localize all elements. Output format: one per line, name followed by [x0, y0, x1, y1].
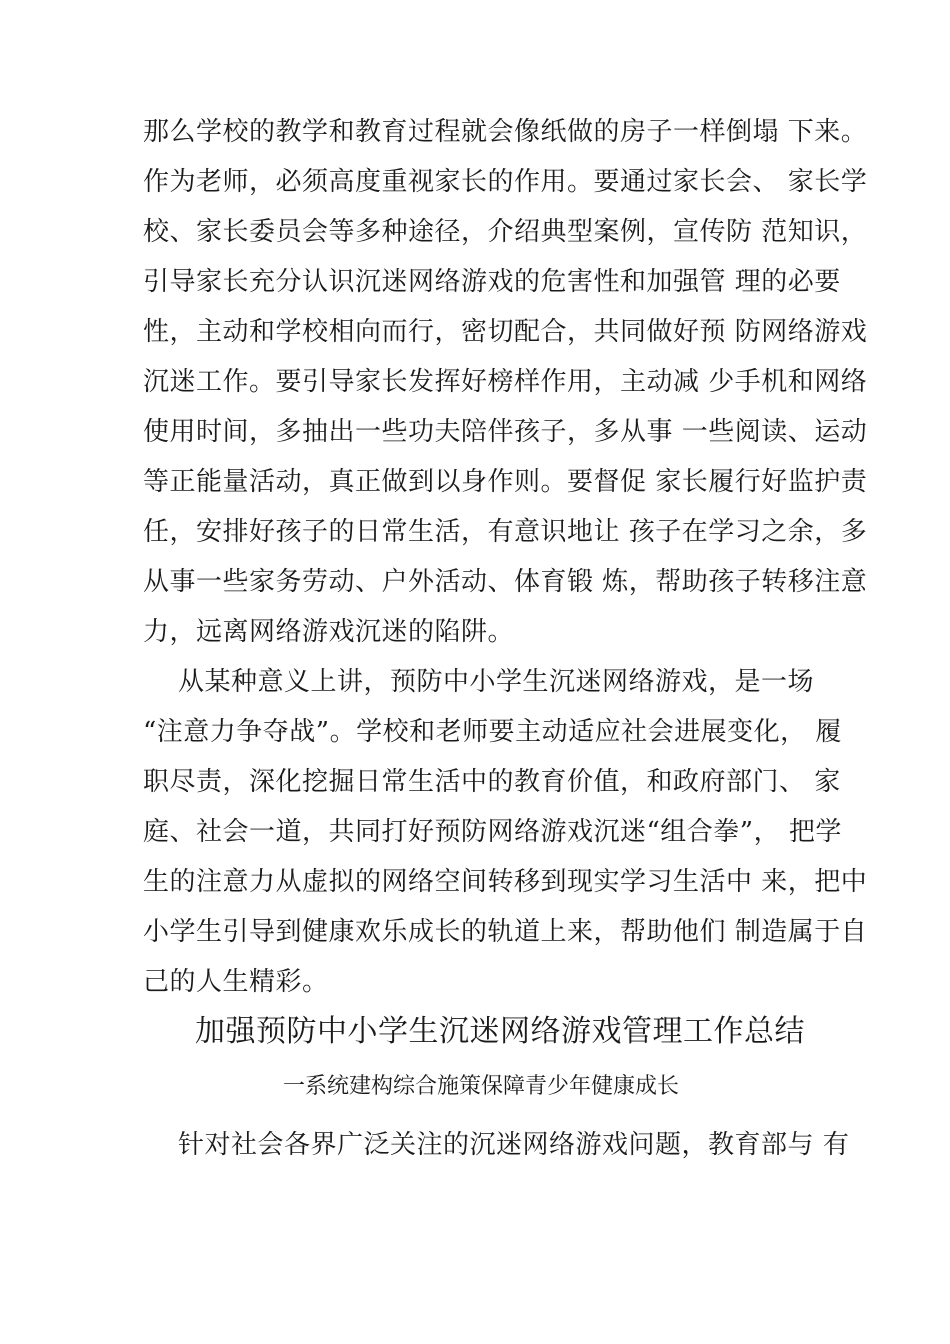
- text-line: “注意力争夺战”。学校和老师要主动适应社会进展变化， 履: [143, 717, 842, 747]
- text-line: 己的人生精彩。: [143, 967, 329, 997]
- text-line: 力，远离网络游戏沉迷的陷阱。: [143, 617, 515, 647]
- text-line: 性，主动和学校相向而行，密切配合，共同做好预 防网络游戏: [143, 317, 868, 347]
- text-line: 校、家长委员会等多种途径，介绍典型案例，宣传防 范知识，: [143, 217, 868, 247]
- document-title: 加强预防中小学生沉迷网络游戏管理工作总结: [195, 1014, 805, 1049]
- text-line: 生的注意力从虚拟的网络空间转移到现实学习生活中 来，把中: [143, 867, 868, 897]
- text-line: 庭、社会一道，共同打好预防网络游戏沉迷“组合拳”， 把学: [143, 817, 842, 847]
- text-line: 沉迷工作。要引导家长发挥好榜样作用，主动减 少手机和网络: [143, 367, 868, 397]
- text-line: 从事一些家务劳动、户外活动、体育锻 炼，帮助孩子转移注意: [143, 567, 868, 597]
- text-line: 引导家长充分认识沉迷网络游戏的危害性和加强管 理的必要: [143, 267, 841, 297]
- text-line: 从某种意义上讲，预防中小学生沉迷网络游戏，是一场: [143, 667, 815, 697]
- text-line: 作为老师，必须高度重视家长的作用。要通过家长会、 家长学: [143, 167, 868, 197]
- text-line: 针对社会各界广泛关注的沉迷网络游戏问题，教育部与 有: [143, 1130, 850, 1160]
- text-line: 那么学校的教学和教育过程就会像纸做的房子一样倒塌 下来。: [143, 117, 868, 147]
- text-line: 使用时间，多抽出一些功夫陪伴孩子，多从事 一些阅读、运动: [143, 417, 868, 447]
- text-line: 任，安排好孩子的日常生活，有意识地让 孩子在学习之余，多: [143, 517, 868, 547]
- text-line: 职尽责，深化挖掘日常生活中的教育价值，和政府部门、 家: [143, 767, 841, 797]
- document-subtitle: 一系统建构综合施策保障青少年健康成长: [283, 1074, 680, 1099]
- text-line: 小学生引导到健康欢乐成长的轨道上来，帮助他们 制造属于自: [143, 917, 868, 947]
- text-line: 等正能量活动，真正做到以身作则。要督促 家长履行好监护责: [143, 467, 868, 497]
